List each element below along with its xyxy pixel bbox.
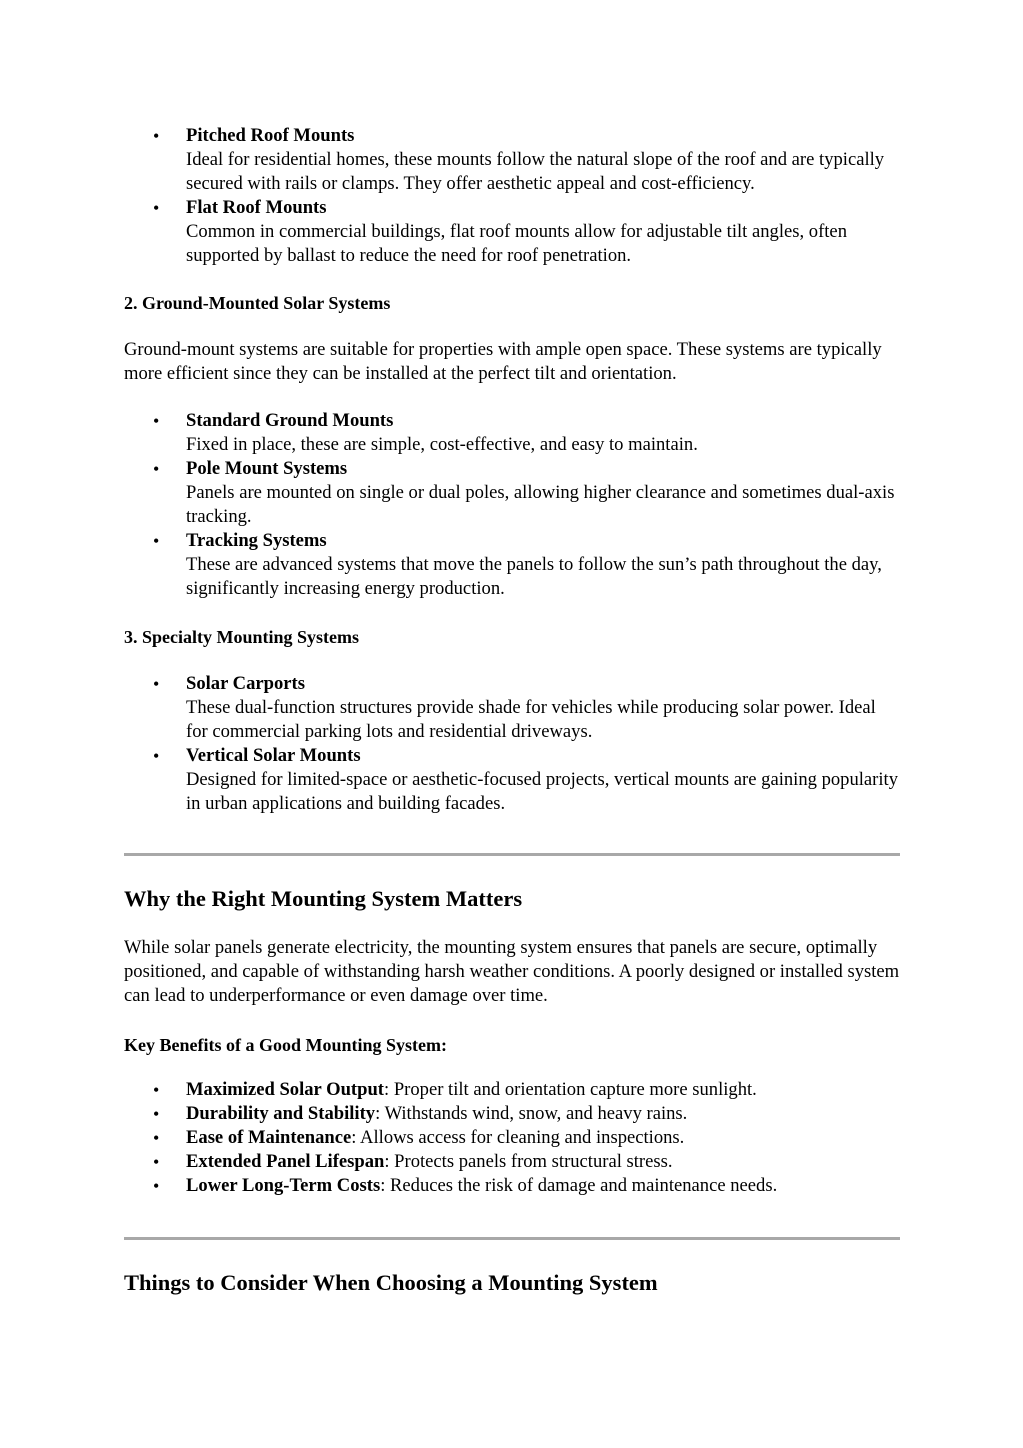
benefit-title: Lower Long-Term Costs	[186, 1175, 381, 1196]
item-description: Designed for limited-space or aesthetic-focused projects, vertical mounts are gaining popularity in urban applications and building facades.	[186, 769, 899, 814]
benefits-list	[124, 1078, 900, 1198]
list-item	[124, 196, 900, 268]
list-item	[124, 529, 900, 601]
item-title: • Pitched Roof Mounts	[186, 125, 355, 146]
benefit-title: Maximized Solar Output	[186, 1079, 384, 1100]
item-description: These dual-function structures provide shade for vehicles while producing solar power. Ideal for commercial parking lots and residential driveways.	[186, 697, 876, 742]
item-description: Fixed in place, these are simple, cost-effective, and easy to maintain.	[186, 434, 698, 455]
ground-mounts-list	[124, 409, 900, 601]
why-heading: Why the Right Mounting System Matters	[124, 886, 523, 911]
list-item	[124, 672, 900, 744]
benefit-text: : Reduces the risk of damage and maintenance needs.	[380, 1175, 778, 1196]
benefit-text: : Withstands wind, snow, and heavy rains.	[375, 1103, 688, 1124]
ground-mounted-intro: Ground-mount systems are suitable for properties with ample open space. These systems are typically more efficient since they can be installed at the perfect tilt and orientation.	[124, 339, 882, 384]
list-item	[124, 1150, 900, 1174]
list-item	[124, 744, 900, 816]
specialty-heading: 3. Specialty Mounting Systems	[124, 627, 360, 647]
item-title: • Standard Ground Mounts	[186, 410, 394, 431]
ground-mounted-heading: 2. Ground-Mounted Solar Systems	[124, 293, 391, 313]
benefit-title: Extended Panel Lifespan	[186, 1151, 385, 1172]
list-item	[124, 1174, 900, 1198]
specialty-mounts-list	[124, 672, 900, 816]
list-item	[124, 1078, 900, 1102]
horizontal-rule	[124, 1237, 900, 1240]
list-item	[124, 1102, 900, 1126]
benefits-heading: Key Benefits of a Good Mounting System:	[124, 1035, 447, 1055]
item-title: • Tracking Systems	[186, 530, 327, 551]
item-title: • Vertical Solar Mounts	[186, 745, 361, 766]
horizontal-rule	[124, 853, 900, 856]
list-item	[124, 1126, 900, 1150]
item-description: These are advanced systems that move the panels to follow the sun’s path throughout the day, significantly increasing energy production.	[186, 554, 882, 599]
why-paragraph: While solar panels generate electricity, the mounting system ensures that panels are secure, optimally positioned, and capable of withstanding harsh weather conditions. A poorly designed or installed system can lead to underperformance or even damage over time.	[124, 937, 900, 1006]
item-title: • Flat Roof Mounts	[186, 197, 327, 218]
item-title: • Solar Carports	[186, 673, 305, 694]
item-description: Ideal for residential homes, these mounts follow the natural slope of the roof and are typically secured with rails or clamps. They offer aesthetic appeal and cost-efficiency.	[186, 149, 885, 194]
list-item	[124, 409, 900, 457]
list-item	[124, 124, 900, 196]
item-description: Common in commercial buildings, flat roof mounts allow for adjustable tilt angles, often supported by ballast to reduce the need for roof penetration.	[186, 221, 847, 266]
benefit-title: Durability and Stability	[186, 1103, 376, 1124]
benefit-text: : Protects panels from structural stress.	[384, 1151, 673, 1172]
item-description: Panels are mounted on single or dual poles, allowing higher clearance and sometimes dual-axis tracking.	[186, 482, 895, 527]
item-title: • Pole Mount Systems	[186, 458, 348, 479]
consider-heading: Things to Consider When Choosing a Mounting System	[124, 1270, 658, 1295]
roof-mounts-list	[124, 124, 900, 268]
benefit-text: : Proper tilt and orientation capture more sunlight.	[384, 1079, 757, 1100]
list-item	[124, 457, 900, 529]
benefit-text: : Allows access for cleaning and inspections.	[351, 1127, 685, 1148]
benefit-title: Ease of Maintenance	[186, 1127, 352, 1148]
